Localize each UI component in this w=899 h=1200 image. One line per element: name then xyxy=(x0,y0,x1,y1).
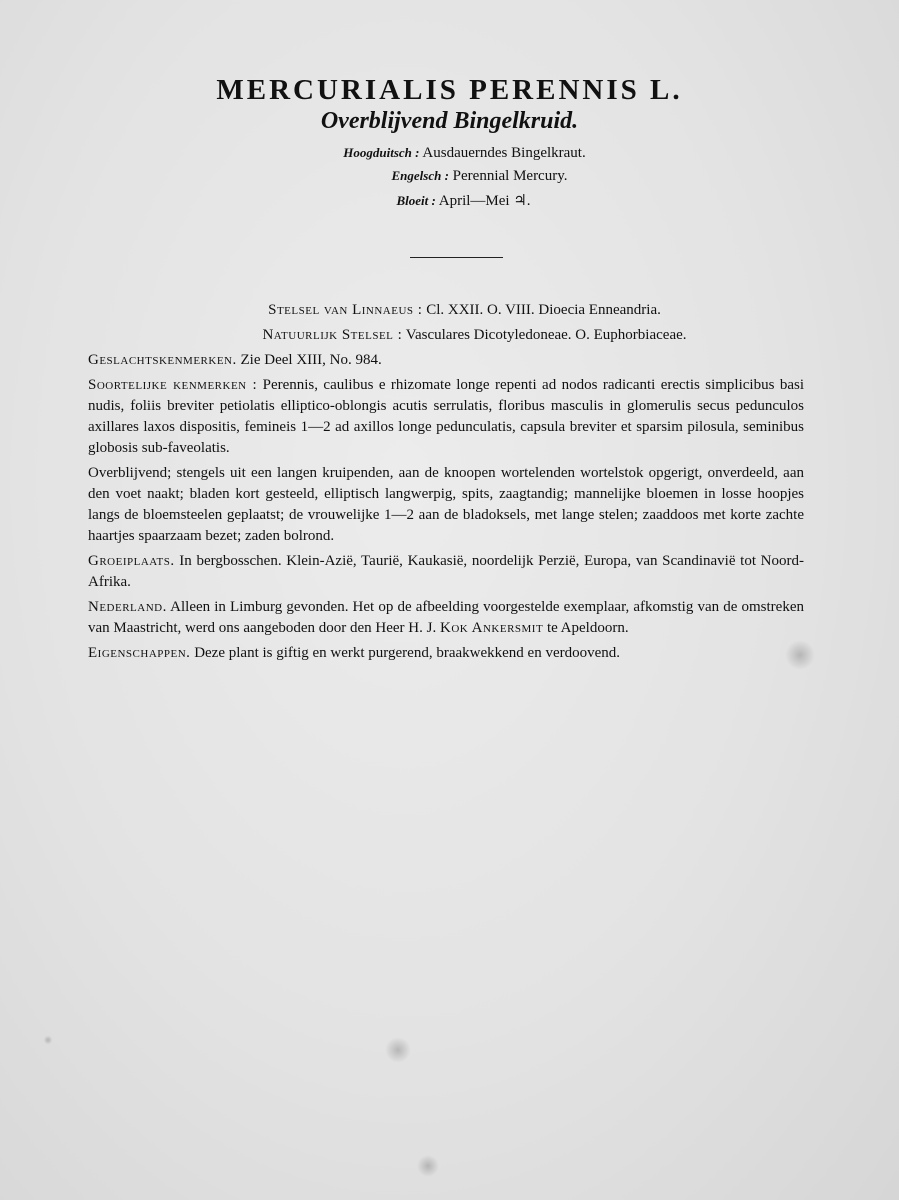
natural-value: Vasculares Dicotyledoneae. O. Euphorbiaceae. xyxy=(405,327,687,343)
properties-key: Eigenschappen. xyxy=(88,645,191,661)
linnaeus-value: Cl. XXII. O. VIII. Dioecia Enneandria. xyxy=(426,302,661,318)
linnaeus-key: Stelsel van Linnaeus : xyxy=(268,302,423,318)
dutch-name: Overblijvend Bingelkruid. xyxy=(320,108,579,134)
paper-stain xyxy=(44,1035,52,1045)
properties-value: Deze plant is giftig en werkt purgerend, braakwekkend en verdoovend. xyxy=(194,645,621,661)
german-name-line xyxy=(0,145,899,162)
bloom-line xyxy=(0,191,899,210)
habitat-paragraph xyxy=(88,551,804,593)
english-value: Perennial Mercury. xyxy=(452,168,568,184)
dutch-description-paragraph: Overblijvend; stengels uit een langen kruipenden, aan de knoopen wortelenden wortelstok opgerigt, onverdeeld, aan den voet naakt; bladen kort gesteeld, elliptisch langwerpig, spits, zaagtandig; mannelijke bloemen in losse hoopjes langs de bloemsteelen geplaatst; de vrouwelijke 1—2 aan de bladoksels, met lange stelen; zaaddoos met korte zachte haartjes spaarzaam bezet; zaden bolrond. xyxy=(88,465,804,544)
natural-key: Natuurlijk Stelsel : xyxy=(262,327,403,343)
genus-key: Geslachtskenmerken. xyxy=(88,352,237,368)
netherlands-value-1: Alleen in Limburg gevonden. Het op de afbeelding voorgestelde exemplaar, afkomstig van de omstreken van Maastricht, werd ons aangeboden door den Heer H. J. xyxy=(88,599,804,636)
habitat-value: In bergbosschen. Klein-Azië, Taurië, Kaukasië, noordelijk Perzië, Europa, van Scandinavië tot Noord-Afrika. xyxy=(88,553,804,590)
linnaeus-system-line xyxy=(0,302,899,319)
netherlands-value-2: te Apeldoorn. xyxy=(546,620,629,636)
bloom-key: Bloeit : xyxy=(396,193,436,208)
english-key: Engelsch : xyxy=(391,168,449,183)
description-body xyxy=(88,350,804,668)
bloom-value: April—Mei ♃. xyxy=(438,193,531,209)
divider-rule xyxy=(410,257,503,258)
paper-stain xyxy=(785,640,815,670)
genus-value: Zie Deel XIII, No. 984. xyxy=(240,352,382,368)
paper-stain xyxy=(417,1155,439,1177)
species-value: Perennis, caulibus e rhizomate longe repenti ad nodos radicanti erectis simplicibus basi nudis, foliis breviter petiolatis elliptico-oblongis acutis serrulatis, floribus masculis in glomerulis secus pedunculos axillares laxos dispositis, femineis 1—2 ad axillos longe pedunculatis, capsula breviter et sparsim pilosula, seminibus globosis sub-faveolatis. xyxy=(88,377,804,456)
donor-name: Kok Ankersmit xyxy=(439,620,544,636)
species-key: Soortelijke kenmerken : xyxy=(88,377,258,393)
habitat-key: Groeiplaats. xyxy=(88,553,175,569)
german-value: Ausdauerndes Bingelkraut. xyxy=(422,145,586,161)
netherlands-key: Nederland. xyxy=(88,599,167,615)
paper-stain xyxy=(385,1037,411,1063)
natural-system-line xyxy=(0,327,899,344)
properties-paragraph xyxy=(88,643,804,664)
genus-paragraph xyxy=(88,350,804,371)
species-paragraph xyxy=(88,375,804,459)
netherlands-paragraph xyxy=(88,597,804,639)
species-title: MERCURIALIS PERENNIS L. xyxy=(216,74,683,106)
german-key: Hoogduitsch : xyxy=(343,145,420,160)
english-name-line xyxy=(0,168,899,185)
